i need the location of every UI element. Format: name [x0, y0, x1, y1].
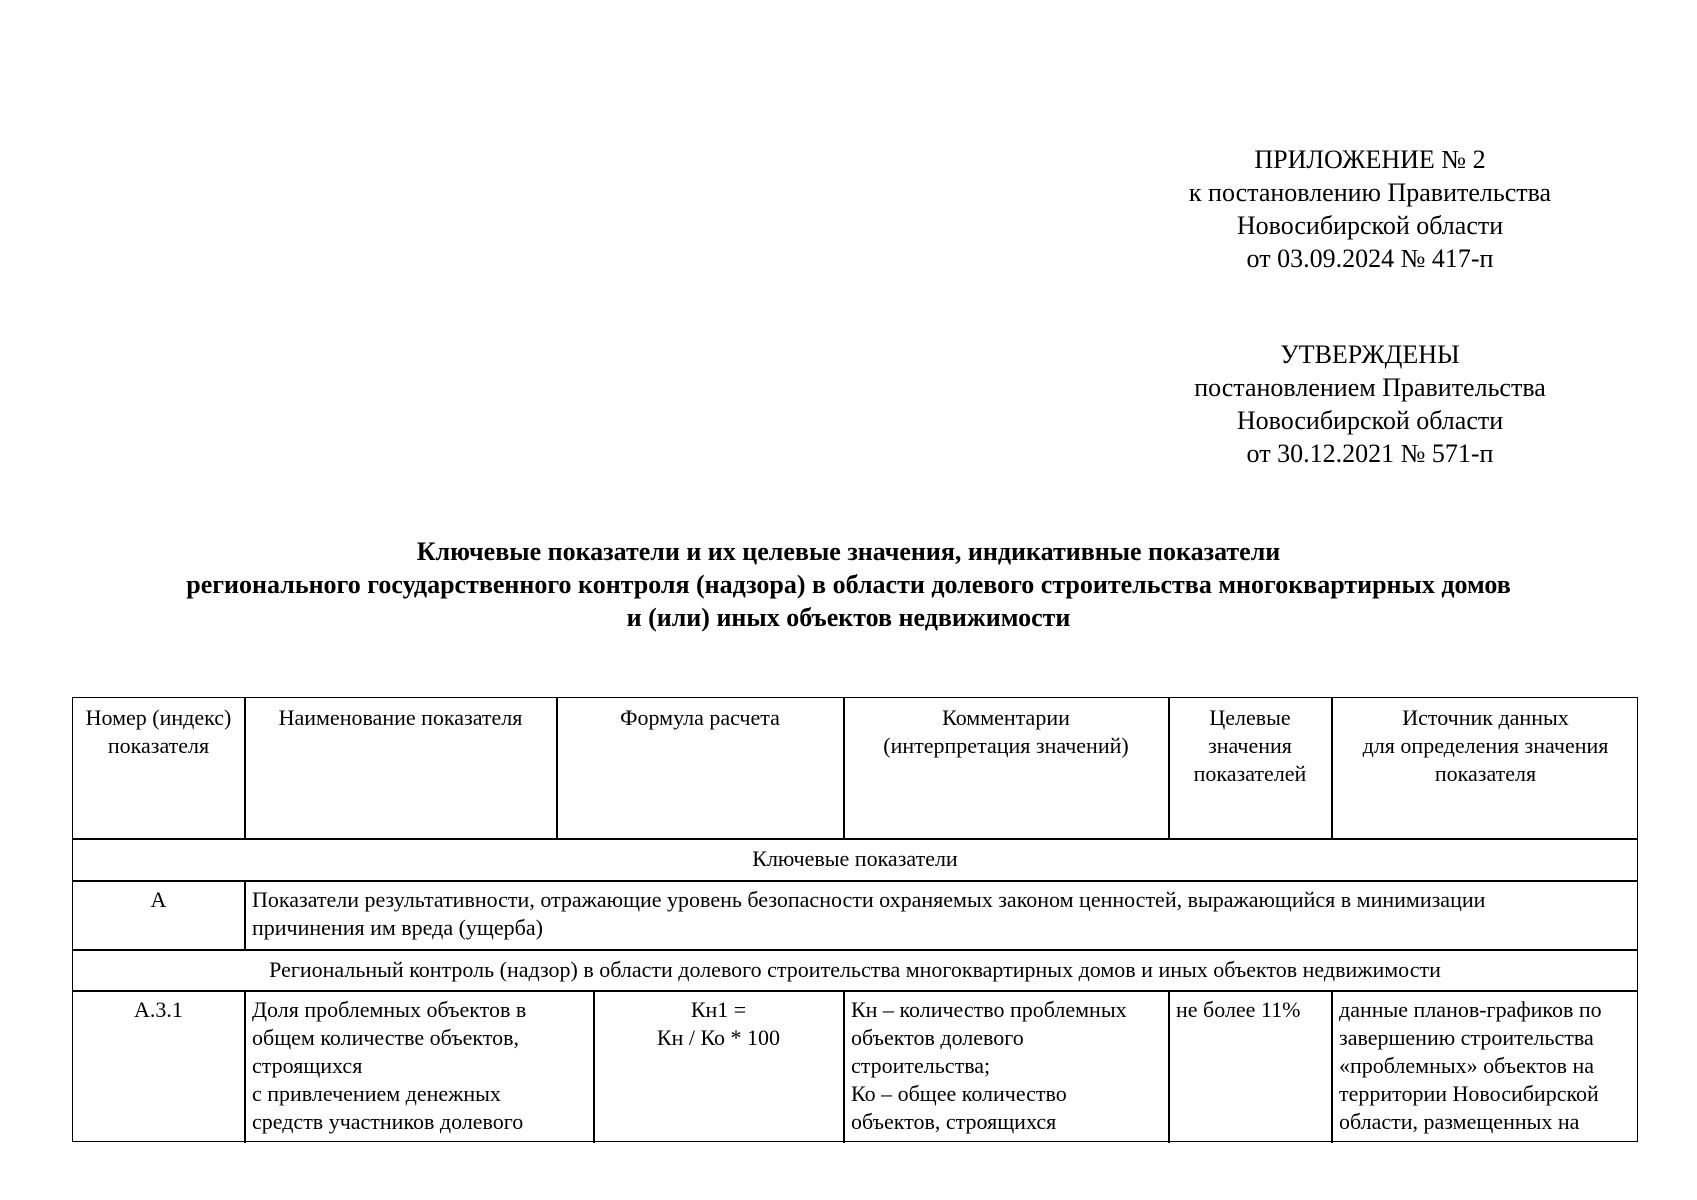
table-rule	[1331, 990, 1333, 1143]
row-comments-line: Кн – количество проблемных	[851, 997, 1127, 1022]
row-source-line: данные планов-графиков по	[1339, 997, 1602, 1022]
approved-line-1: постановлением Правительства	[1194, 373, 1546, 402]
row-name-line: средств участников долевого	[252, 1109, 524, 1134]
row-source-line: области, размещенных на	[1339, 1109, 1580, 1134]
group-a-text-line: причинения им вреда (ущерба)	[252, 915, 543, 940]
row-name-line: с привлечением денежных	[252, 1081, 501, 1106]
row-comments-line: Ко – общее количество	[851, 1081, 1067, 1106]
header-source-line: Источник данных	[1402, 705, 1569, 730]
header-target-line: показателей	[1193, 761, 1307, 786]
section-key-indicators: Ключевые показатели	[752, 846, 958, 871]
header-target-line: Целевые	[1209, 705, 1291, 730]
row-index: А.3.1	[134, 997, 183, 1022]
header-comments-line: Комментарии	[942, 705, 1070, 730]
header-formula-line: Формула расчета	[620, 705, 780, 730]
header-formula	[557, 704, 843, 732]
row-source-line: «проблемных» объектов на	[1339, 1053, 1595, 1078]
row-formula	[594, 996, 843, 1052]
table-rule	[73, 990, 1637, 992]
approved-line-2: Новосибирской области	[1236, 406, 1504, 435]
header-index-line: показателя	[107, 733, 210, 758]
row-name-line: строящихся	[252, 1053, 363, 1078]
row-name-line: общем количестве объектов,	[252, 1025, 520, 1050]
appendix-label: ПРИЛОЖЕНИЕ № 2	[1254, 145, 1486, 174]
header-name	[245, 704, 556, 732]
group-a-text-line: Показатели результативности, отражающие уровень безопасности охраняемых законом ценностей, выражающийся в минимизации	[252, 887, 1486, 912]
row-source-line: территории Новосибирской	[1339, 1081, 1599, 1106]
header-comments-line: (интерпретация значений)	[883, 733, 1129, 758]
header-index	[73, 704, 244, 760]
subsection-title: Региональный контроль (надзор) в области долевого строительства многоквартирных домов и иных объектов недвижимости	[269, 957, 1441, 982]
row-name-line: Доля проблемных объектов в	[252, 997, 527, 1022]
document-title-line-1: Ключевые показатели и их целевые значения, индикативные показатели	[416, 537, 1281, 566]
group-a-text	[252, 886, 1632, 942]
table-rule	[1168, 990, 1170, 1143]
approved-line-3: от 30.12.2021 № 571-п	[1246, 439, 1494, 468]
header-target	[1169, 704, 1331, 788]
approved-label: УТВЕРЖДЕНЫ	[1280, 340, 1460, 369]
appendix-line-3: от 03.09.2024 № 417-п	[1246, 244, 1494, 273]
row-target: не более 11%	[1176, 997, 1301, 1022]
document-title-line-3: и (или) иных объектов недвижимости	[626, 603, 1071, 632]
row-comments-line: строительства;	[851, 1053, 991, 1078]
row-name	[252, 996, 592, 1136]
table-rule	[73, 880, 1637, 882]
header-source	[1332, 704, 1639, 788]
header-target-line: значения	[1208, 733, 1292, 758]
header-comments	[844, 704, 1168, 760]
header-name-line: Наименование показателя	[278, 705, 523, 730]
row-source	[1339, 996, 1637, 1136]
row-comments-line: объектов долевого	[851, 1025, 1024, 1050]
header-source-line: для определения значения	[1362, 733, 1609, 758]
row-comments	[851, 996, 1166, 1136]
approved-block	[1140, 338, 1600, 470]
appendix-block	[1140, 143, 1600, 275]
row-comments-line: объектов, строящихся	[851, 1109, 1057, 1134]
table-rule	[843, 990, 845, 1143]
table-rule	[244, 990, 246, 1143]
header-source-line: показателя	[1434, 761, 1537, 786]
document-title	[60, 535, 1637, 634]
table-rule	[73, 838, 1637, 840]
table-rule	[73, 949, 1637, 951]
document-title-line-2: регионального государственного контроля (надзора) в области долевого строительства многоквартирных домов	[186, 570, 1511, 599]
row-formula-line: Кн1 =	[690, 997, 747, 1022]
row-formula-line: Кн / Ко * 100	[656, 1025, 781, 1050]
appendix-line-1: к постановлению Правительства	[1188, 178, 1552, 207]
indicators-table	[72, 697, 1638, 1142]
appendix-line-2: Новосибирской области	[1236, 211, 1504, 240]
header-index-line: Номер (индекс)	[85, 705, 232, 730]
row-source-line: завершению строительства	[1339, 1025, 1594, 1050]
group-a-index: А	[150, 887, 167, 912]
table-rule	[244, 880, 246, 949]
